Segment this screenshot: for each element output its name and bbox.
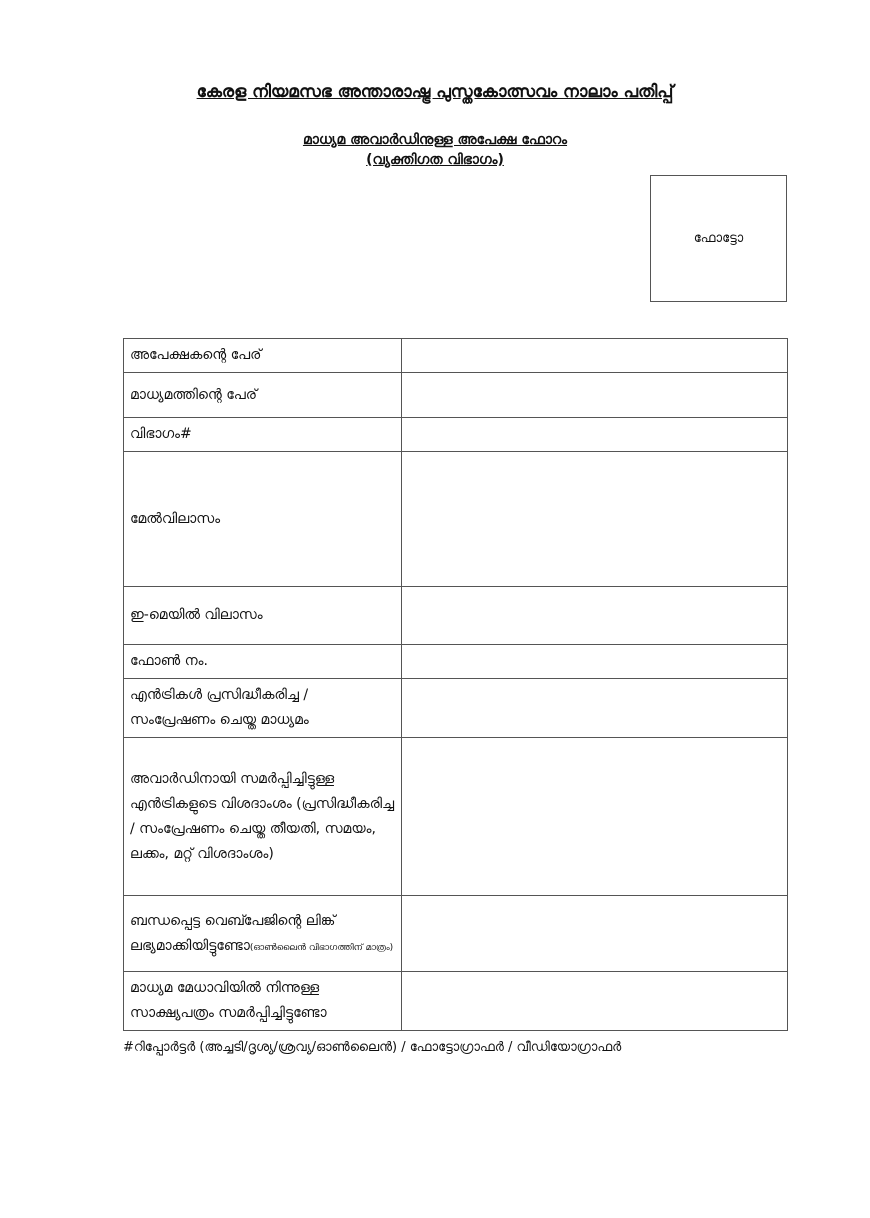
address-field[interactable] xyxy=(402,452,788,587)
address-label: മേൽവിലാസം xyxy=(124,452,402,587)
table-row xyxy=(124,373,788,418)
webpage-link-label: ബന്ധപ്പെട്ട വെബ്പേജിന്റെ ലിങ്ക് ലഭ്യമാക്കിയിട്ടുണ്ടോ xyxy=(130,912,336,954)
applicant-name-label: അപേക്ഷകന്റെ പേര് xyxy=(124,339,402,373)
subtitle-line-1: മാധ്യമ അവാർഡിനുള്ള അപേക്ഷ ഫോറം xyxy=(302,132,568,148)
table-row xyxy=(124,679,788,738)
phone-label: ഫോൺ നം. xyxy=(124,645,402,679)
email-label: ഇ-മെയിൽ വിലാസം xyxy=(124,587,402,645)
publishing-media-field[interactable] xyxy=(402,679,788,738)
table-row xyxy=(124,452,788,587)
table-row xyxy=(124,418,788,452)
photo-box[interactable] xyxy=(650,175,787,302)
subtitle-line-2: (വ്യക്തിഗത വിഭാഗം) xyxy=(366,152,504,168)
entry-details-label: അവാർഡിനായി സമർപ്പിച്ചിട്ടുള്ള എൻട്രികളുടെ വിശദാംശം (പ്രസിദ്ധീകരിച്ച / സംപ്രേഷണം ചെയ്ത തീയതി, സമയം, ലക്കം, മറ്റ് വിശദാംശം) xyxy=(124,738,402,896)
online-only-note: (ഓൺലൈൻ വിഭാഗത്തിന് മാത്രം) xyxy=(249,942,394,953)
webpage-link-field[interactable] xyxy=(402,896,788,972)
table-row xyxy=(124,645,788,679)
form-subtitle xyxy=(0,130,870,170)
form-title: കേരള നിയമസഭ അന്താരാഷ്ട്ര പുസ്തകോത്സവം നാലാം പതിപ്പ് xyxy=(196,82,674,102)
phone-field[interactable] xyxy=(402,645,788,679)
table-row xyxy=(124,738,788,896)
table-row xyxy=(124,896,788,972)
publishing-media-label: എൻട്രികൾ പ്രസിദ്ധീകരിച്ച / സംപ്രേഷണം ചെയ്ത മാധ്യമം xyxy=(124,679,402,738)
category-label: വിഭാഗം# xyxy=(124,418,402,452)
certificate-label: മാധ്യമ മേധാവിയിൽ നിന്നുള്ള സാക്ഷ്യപത്രം സമർപ്പിച്ചിട്ടുണ്ടോ xyxy=(124,972,402,1031)
photo-label: ഫോട്ടോ xyxy=(693,231,744,246)
table-row xyxy=(124,339,788,373)
applicant-name-field[interactable] xyxy=(402,339,788,373)
table-row xyxy=(124,972,788,1031)
table-row xyxy=(124,587,788,645)
category-footnote: #റിപ്പോർട്ടർ (അച്ചടി/ദൃശ്യ/ശ്രവ്യ/ഓൺലൈൻ) / ഫോട്ടോഗ്രാഫർ / വീഡിയോഗ്രാഫർ xyxy=(123,1040,622,1055)
webpage-link-label-cell xyxy=(124,896,402,972)
category-field[interactable] xyxy=(402,418,788,452)
email-field[interactable] xyxy=(402,587,788,645)
application-form-table xyxy=(123,338,788,1031)
certificate-field[interactable] xyxy=(402,972,788,1031)
media-name-field[interactable] xyxy=(402,373,788,418)
media-name-label: മാധ്യമത്തിന്റെ പേര് xyxy=(124,373,402,418)
entry-details-field[interactable] xyxy=(402,738,788,896)
